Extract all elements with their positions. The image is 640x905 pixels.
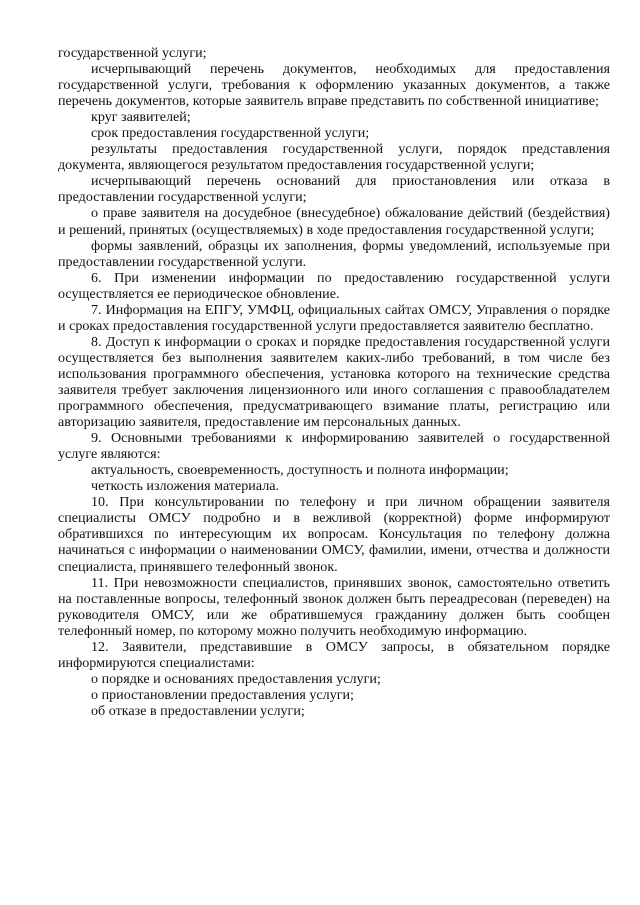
list-item-term: срок предоставления государственной услуги; <box>91 125 370 142</box>
list-item-documents: исчерпывающий перечень документов, необходимых для предоставления государственной услуги, требования к оформлению указанных документов, а также перечень документов, которые заявитель вправе представить по собственной инициативе; <box>58 61 610 110</box>
clause-11: 11. При невозможности специалистов, принявших звонок, самостоятельно ответить на поставленные вопросы, телефонный звонок должен быть переадресован (переведен) на руководителя ОМСУ, или же обратившемуся гражданину должен быть сообщен телефонный номер, по которому можно получить необходимую информацию. <box>58 574 610 639</box>
clause-7: 7. Информация на ЕПГУ, УМФЦ, официальных сайтах ОМСУ, Управления о порядке и сроках предоставления государственной услуги предоставляется заявителю бесплатно. <box>58 301 610 334</box>
list-item-refusal: об отказе в предоставлении услуги; <box>91 702 305 719</box>
document-page <box>58 45 610 719</box>
clause-9: 9. Основными требованиями к информированию заявителей о государственной услуге являются: <box>58 430 610 463</box>
list-item-results: результаты предоставления государственной услуги, порядок представления документа, являющегося результатом предоставления государственной услуги; <box>58 141 610 174</box>
clause-10: 10. При консультировании по телефону и при личном обращении заявителя специалисты ОМСУ подробно и в вежливой (корректной) форме информируют обратившихся по интересующим их вопросам. Консультация по телефону должна начинаться с информации о наименовании ОМСУ, фамилии, имени, отчества и должности специалиста, принявшего телефонный звонок. <box>58 494 610 575</box>
clause-6: 6. При изменении информации по предоставлению государственной услуги осуществляется ее периодическое обновление. <box>58 269 610 302</box>
list-item-grounds: исчерпывающий перечень оснований для приостановления или отказа в предоставлении государственной услуги; <box>58 173 610 206</box>
list-item-appeal-rights: о праве заявителя на досудебное (внесудебное) обжалование действий (бездействия) и решений, принятых (осуществляемых) в ходе предоставления государственной услуги; <box>58 205 610 238</box>
list-item-forms: формы заявлений, образцы их заполнения, формы уведомлений, используемые при предоставлении государственной услуги. <box>58 237 610 270</box>
clause-8: 8. Доступ к информации о сроках и порядке предоставления государственной услуги осуществляется без выполнения заявителем каких-либо требований, в том числе без использования программного обеспечения, установка которого на технические средства заявителя требует заключения лицензионного или иного соглашения с правообладателем программного обеспечения, предусматривающего взимание платы, регистрацию или авторизацию заявителя, предоставление им персональных данных. <box>58 333 610 431</box>
list-item-order-grounds: о порядке и основаниях предоставления услуги; <box>91 670 381 687</box>
list-item-applicants: круг заявителей; <box>91 109 191 126</box>
list-item-relevance: актуальность, своевременность, доступность и полнота информации; <box>91 462 509 479</box>
clause-12: 12. Заявители, представившие в ОМСУ запросы, в обязательном порядке информируются специалистами: <box>58 638 610 671</box>
paragraph-continuation: государственной услуги; <box>58 45 207 61</box>
list-item-suspension: о приостановлении предоставления услуги; <box>91 686 354 703</box>
list-item-clarity: четкость изложения материала. <box>91 478 280 495</box>
